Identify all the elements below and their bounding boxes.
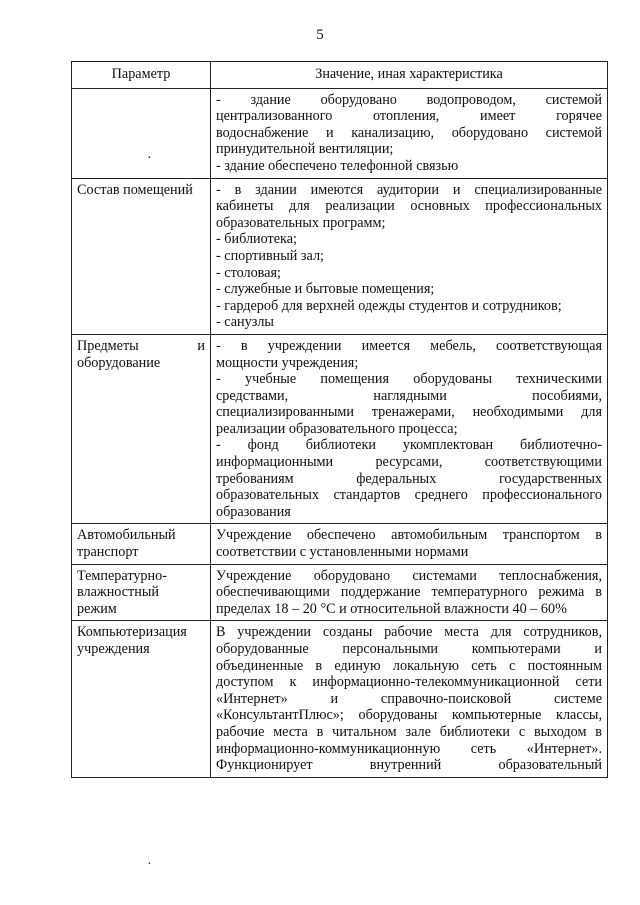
- value-text-line: образовательных программ;: [216, 214, 386, 231]
- value-cell: [211, 524, 608, 564]
- value-text-line: Функционирует внутренний образовательный: [216, 757, 602, 774]
- value-cell: [211, 564, 608, 621]
- value-text-line: централизованного отопления, имеет горячее: [216, 108, 602, 125]
- param-text-line: учреждения: [77, 641, 150, 657]
- table-row: [72, 178, 608, 334]
- value-text-line: мощности учреждения;: [216, 354, 359, 371]
- value-text-line: В учреждении созданы рабочие места для сотрудников,: [216, 624, 602, 641]
- value-text-line: соответствии с установленными нормами: [216, 544, 469, 561]
- value-text-line: - здание обеспечено телефонной связью: [216, 157, 459, 174]
- value-text-line: - в учреждении имеется мебель, соответствующая: [216, 337, 602, 354]
- value-text-line: оборудованные персональными компьютерами и: [216, 641, 602, 657]
- table-row: [72, 564, 608, 621]
- parameters-table: [71, 61, 608, 778]
- header-param: Параметр: [72, 62, 211, 89]
- value-text-line: - библиотека;: [216, 231, 297, 248]
- value-text-line: информационными ресурсами, соответствующими: [216, 454, 602, 471]
- value-text-line: образования: [216, 503, 291, 520]
- value-cell: [211, 178, 608, 334]
- value-text-line: - в здании имеются аудитории и специализированные: [216, 181, 602, 198]
- value-cell: [211, 88, 608, 178]
- value-text-line: пределах 18 – 20 °С и относительной влажности 40 – 60%: [216, 600, 567, 617]
- value-text-line: принудительной вентиляции;: [216, 141, 394, 158]
- param-text-line: оборудование: [77, 354, 161, 371]
- value-cell: [211, 621, 608, 777]
- value-text-line: - фонд библиотеки укомплектован библиотечно-: [216, 437, 602, 454]
- table-row: [72, 621, 608, 777]
- value-text-line: «КонсультантПлюс»; оборудованы компьютерные классы,: [216, 707, 602, 724]
- value-text-line: - здание оборудовано водопроводом, системой: [216, 91, 602, 108]
- value-text-line: доступом к информационно-телекоммуникационной сети: [216, 674, 602, 691]
- value-text-line: объединенные в единую локальную сеть с постоянным: [216, 657, 602, 674]
- param-cell: [72, 178, 211, 334]
- table-row: [72, 524, 608, 564]
- value-text-line: кабинеты для реализации основных профессиональных: [216, 198, 602, 215]
- param-text-line: Предметы и: [77, 337, 205, 354]
- scan-speck: ·: [147, 151, 152, 166]
- value-text-line: - столовая;: [216, 264, 281, 281]
- page-number: 5: [316, 27, 324, 43]
- scan-speck: ·: [147, 857, 152, 872]
- value-text-line: «Интернет» и справочно-поисковой системе: [216, 690, 602, 707]
- table-row: [72, 334, 608, 524]
- param-cell: [72, 524, 211, 564]
- value-text-line: образовательных стандартов среднего профессионального: [216, 487, 602, 504]
- value-text-line: рабочие места в читальном зале библиотеки с выходом в: [216, 723, 602, 740]
- value-text-line: специализированными тренажерами, необходимыми для: [216, 404, 602, 421]
- table-row: [72, 88, 608, 178]
- param-text-line: влажностный: [77, 584, 159, 601]
- value-text-line: средствами, наглядными пособиями,: [216, 387, 602, 404]
- param-text-line: транспорт: [77, 544, 139, 561]
- param-text-line: Автомобильный: [77, 527, 176, 544]
- value-text-line: требованиям федеральных государственных: [216, 470, 602, 487]
- param-text-line: Температурно-: [77, 567, 167, 584]
- param-cell: [72, 88, 211, 178]
- value-text-line: водоснабжение и канализацию, оборудовано системой: [216, 124, 602, 141]
- table-body: [72, 88, 608, 777]
- param-text-line: Компьютеризация: [77, 624, 187, 641]
- value-text-line: - спортивный зал;: [216, 247, 324, 264]
- param-cell: [72, 334, 211, 524]
- value-text-line: обеспечивающими поддержание температурного режима в: [216, 584, 602, 601]
- table-header-row: [72, 62, 608, 89]
- value-text-line: Учреждение оборудовано системами теплоснабжения,: [216, 567, 602, 584]
- value-text-line: реализации образовательного процесса;: [216, 420, 458, 437]
- param-cell: [72, 564, 211, 621]
- header-value: Значение, иная характеристика: [211, 62, 608, 89]
- value-text-line: информационно-коммуникационную сеть «Интернет».: [216, 740, 602, 757]
- value-text-line: - служебные и бытовые помещения;: [216, 281, 435, 298]
- param-cell: [72, 621, 211, 777]
- value-text-line: - гардероб для верхней одежды студентов и сотрудников;: [216, 297, 562, 314]
- value-cell: [211, 334, 608, 524]
- param-text-line: Состав помещений: [77, 181, 193, 198]
- value-text-line: Учреждение обеспечено автомобильным транспортом в: [216, 527, 602, 544]
- value-text-line: - учебные помещения оборудованы техническими: [216, 371, 602, 388]
- value-text-line: - санузлы: [216, 314, 274, 331]
- param-text-line: режим: [77, 600, 117, 617]
